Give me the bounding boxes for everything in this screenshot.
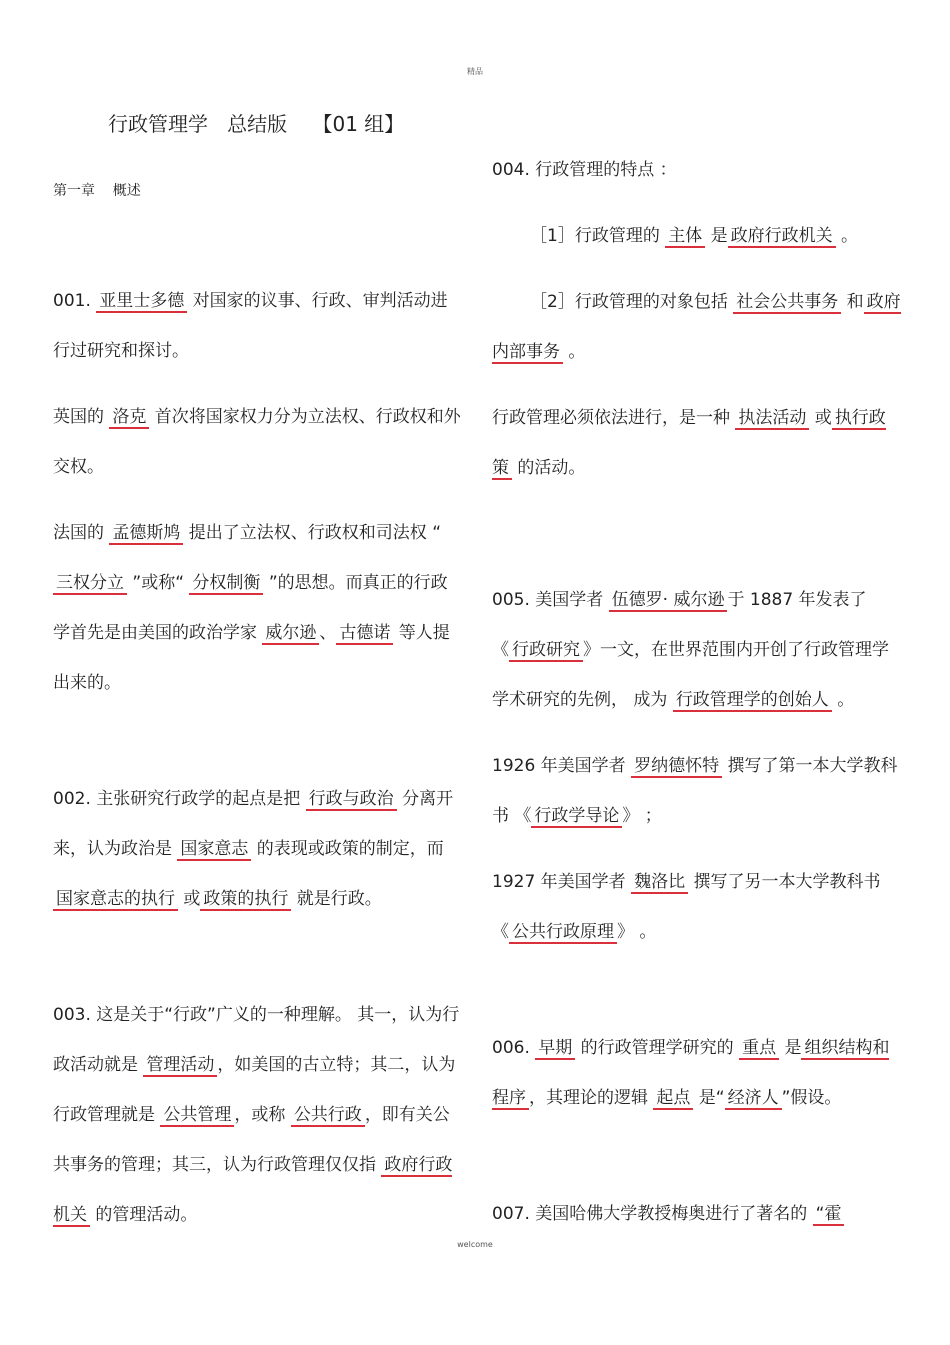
paragraph-1926: 1926 年美国学者 罗纳德怀特 撰写了第一本大学教科书 《 行政学导论 》 ； (492, 756, 898, 826)
page-footer: welcome (457, 1240, 493, 1249)
answer-blank: 政府行政机关 (53, 1155, 453, 1225)
chapter-heading: 第一章 概述 (53, 183, 141, 199)
answer-blank: 重点 (739, 1038, 779, 1060)
answer-blank: 行政研究 (509, 640, 583, 662)
answer-blank: 早期 (535, 1038, 575, 1060)
answer-blank: 古德诺 (336, 623, 393, 645)
answer-blank: 政策的执行 (200, 889, 291, 911)
answer-blank: 经济人 (725, 1088, 782, 1110)
answer-blank: “霍 (813, 1204, 845, 1226)
paragraph-locke: 英国的 洛克 首次将国家权力分为立法权、行政权和外交权。 (53, 407, 461, 477)
paragraph-004-item-1: ［1］行政管理的 主体 是 政府行政机关 。 (530, 226, 859, 246)
left-column (53, 276, 463, 1240)
paragraph-004: 004. 行政管理的特点 ： (492, 160, 677, 180)
answer-blank: 行政学导论 (531, 806, 622, 828)
answer-blank: 公共行政 (291, 1105, 365, 1127)
paragraph-005: 005. 美国学者 伍德罗· 威尔逊 于 1887 年发表了《 行政研究 》一文，在世界范围内开创了行政管理学学术研究的先例， 成为 行政管理学的创始人 。 (492, 590, 889, 710)
answer-blank: 管理活动 (143, 1055, 217, 1077)
paragraph-002: 002. 主张研究行政学的起点是把 行政与政治 分离开来，认为政治是 国家意志 的表现或政策的制定，而 国家意志的执行 或 政策的执行 就是行政。 (53, 789, 454, 909)
answer-blank: 组织结构和程序 (492, 1038, 890, 1108)
paragraph-006: 006. 早期 的行政管理学研究的 重点 是 组织结构和程序 ，其理论的逻辑 起点 是“ 经济人 ”假设。 (492, 1038, 890, 1108)
page-header: 精品 (467, 67, 483, 76)
paragraph-004-law: 行政管理必须依法进行，是一种 执法活动 或 执行政策 的活动。 (492, 408, 886, 478)
answer-blank: 起点 (653, 1088, 693, 1110)
document-title: 行政管理学 总结版 【01 组】 (108, 112, 405, 136)
answer-blank: 威尔逊 (262, 623, 319, 645)
answer-blank: 伍德罗· 威尔逊 (609, 590, 728, 612)
paragraph-004-item-2: ［2］行政管理的对象包括 社会公共事务 和 政府内部事务 。 (492, 292, 901, 362)
paragraph-003: 003. 这是关于“行政”广义的一种理解。 其一，认为行政活动就是 管理活动 ，如美国的古立特；其二，认为行政管理就是 公共管理 ，或称 公共行政 ，即有关公共事务的管理；其三，认为行政管理仅仅指 政府行政机关 的管理活动。 (53, 1005, 460, 1225)
answer-blank: 亚里士多德 (96, 291, 187, 313)
answer-blank: 洛克 (109, 407, 149, 429)
answer-blank: 执行政策 (492, 408, 886, 478)
answer-blank: 国家意志 (177, 839, 251, 861)
answer-blank: 三权分立 (53, 573, 127, 595)
answer-blank: 分权制衡 (189, 573, 263, 595)
answer-blank: 魏洛比 (631, 872, 688, 894)
paragraph-001: 001. 亚里士多德 对国家的议事、行政、审判活动进行过研究和探讨。 (53, 291, 448, 361)
answer-blank: 国家意志的执行 (53, 889, 178, 911)
answer-blank: 公共行政原理 (509, 922, 617, 944)
answer-blank: 主体 (665, 226, 705, 248)
answer-blank: 政府行政机关 (728, 226, 836, 248)
answer-blank: 政府内部事务 (492, 292, 901, 362)
answer-blank: 行政与政治 (306, 789, 397, 811)
answer-blank: 公共管理 (160, 1105, 234, 1127)
answer-blank: 执法活动 (735, 408, 809, 430)
right-column (492, 145, 902, 1239)
answer-blank: 社会公共事务 (733, 292, 841, 314)
answer-blank: 行政管理学的创始人 (673, 690, 832, 712)
answer-blank: 孟德斯鸠 (109, 523, 183, 545)
paragraph-1927: 1927 年美国学者 魏洛比 撰写了另一本大学教科书《 公共行政原理 》 。 (492, 872, 881, 942)
paragraph-montesquieu: 法国的 孟德斯鸠 提出了立法权、行政权和司法权 “ 三权分立 ”或称“ 分权制衡 ”的思想。而真正的行政学首先是由美国的政治学家 威尔逊 、 古德诺 等人提出来的。 (53, 523, 450, 693)
paragraph-007: 007. 美国哈佛大学教授梅奥进行了著名的 “霍 (492, 1189, 902, 1239)
answer-blank: 罗纳德怀特 (631, 756, 722, 778)
